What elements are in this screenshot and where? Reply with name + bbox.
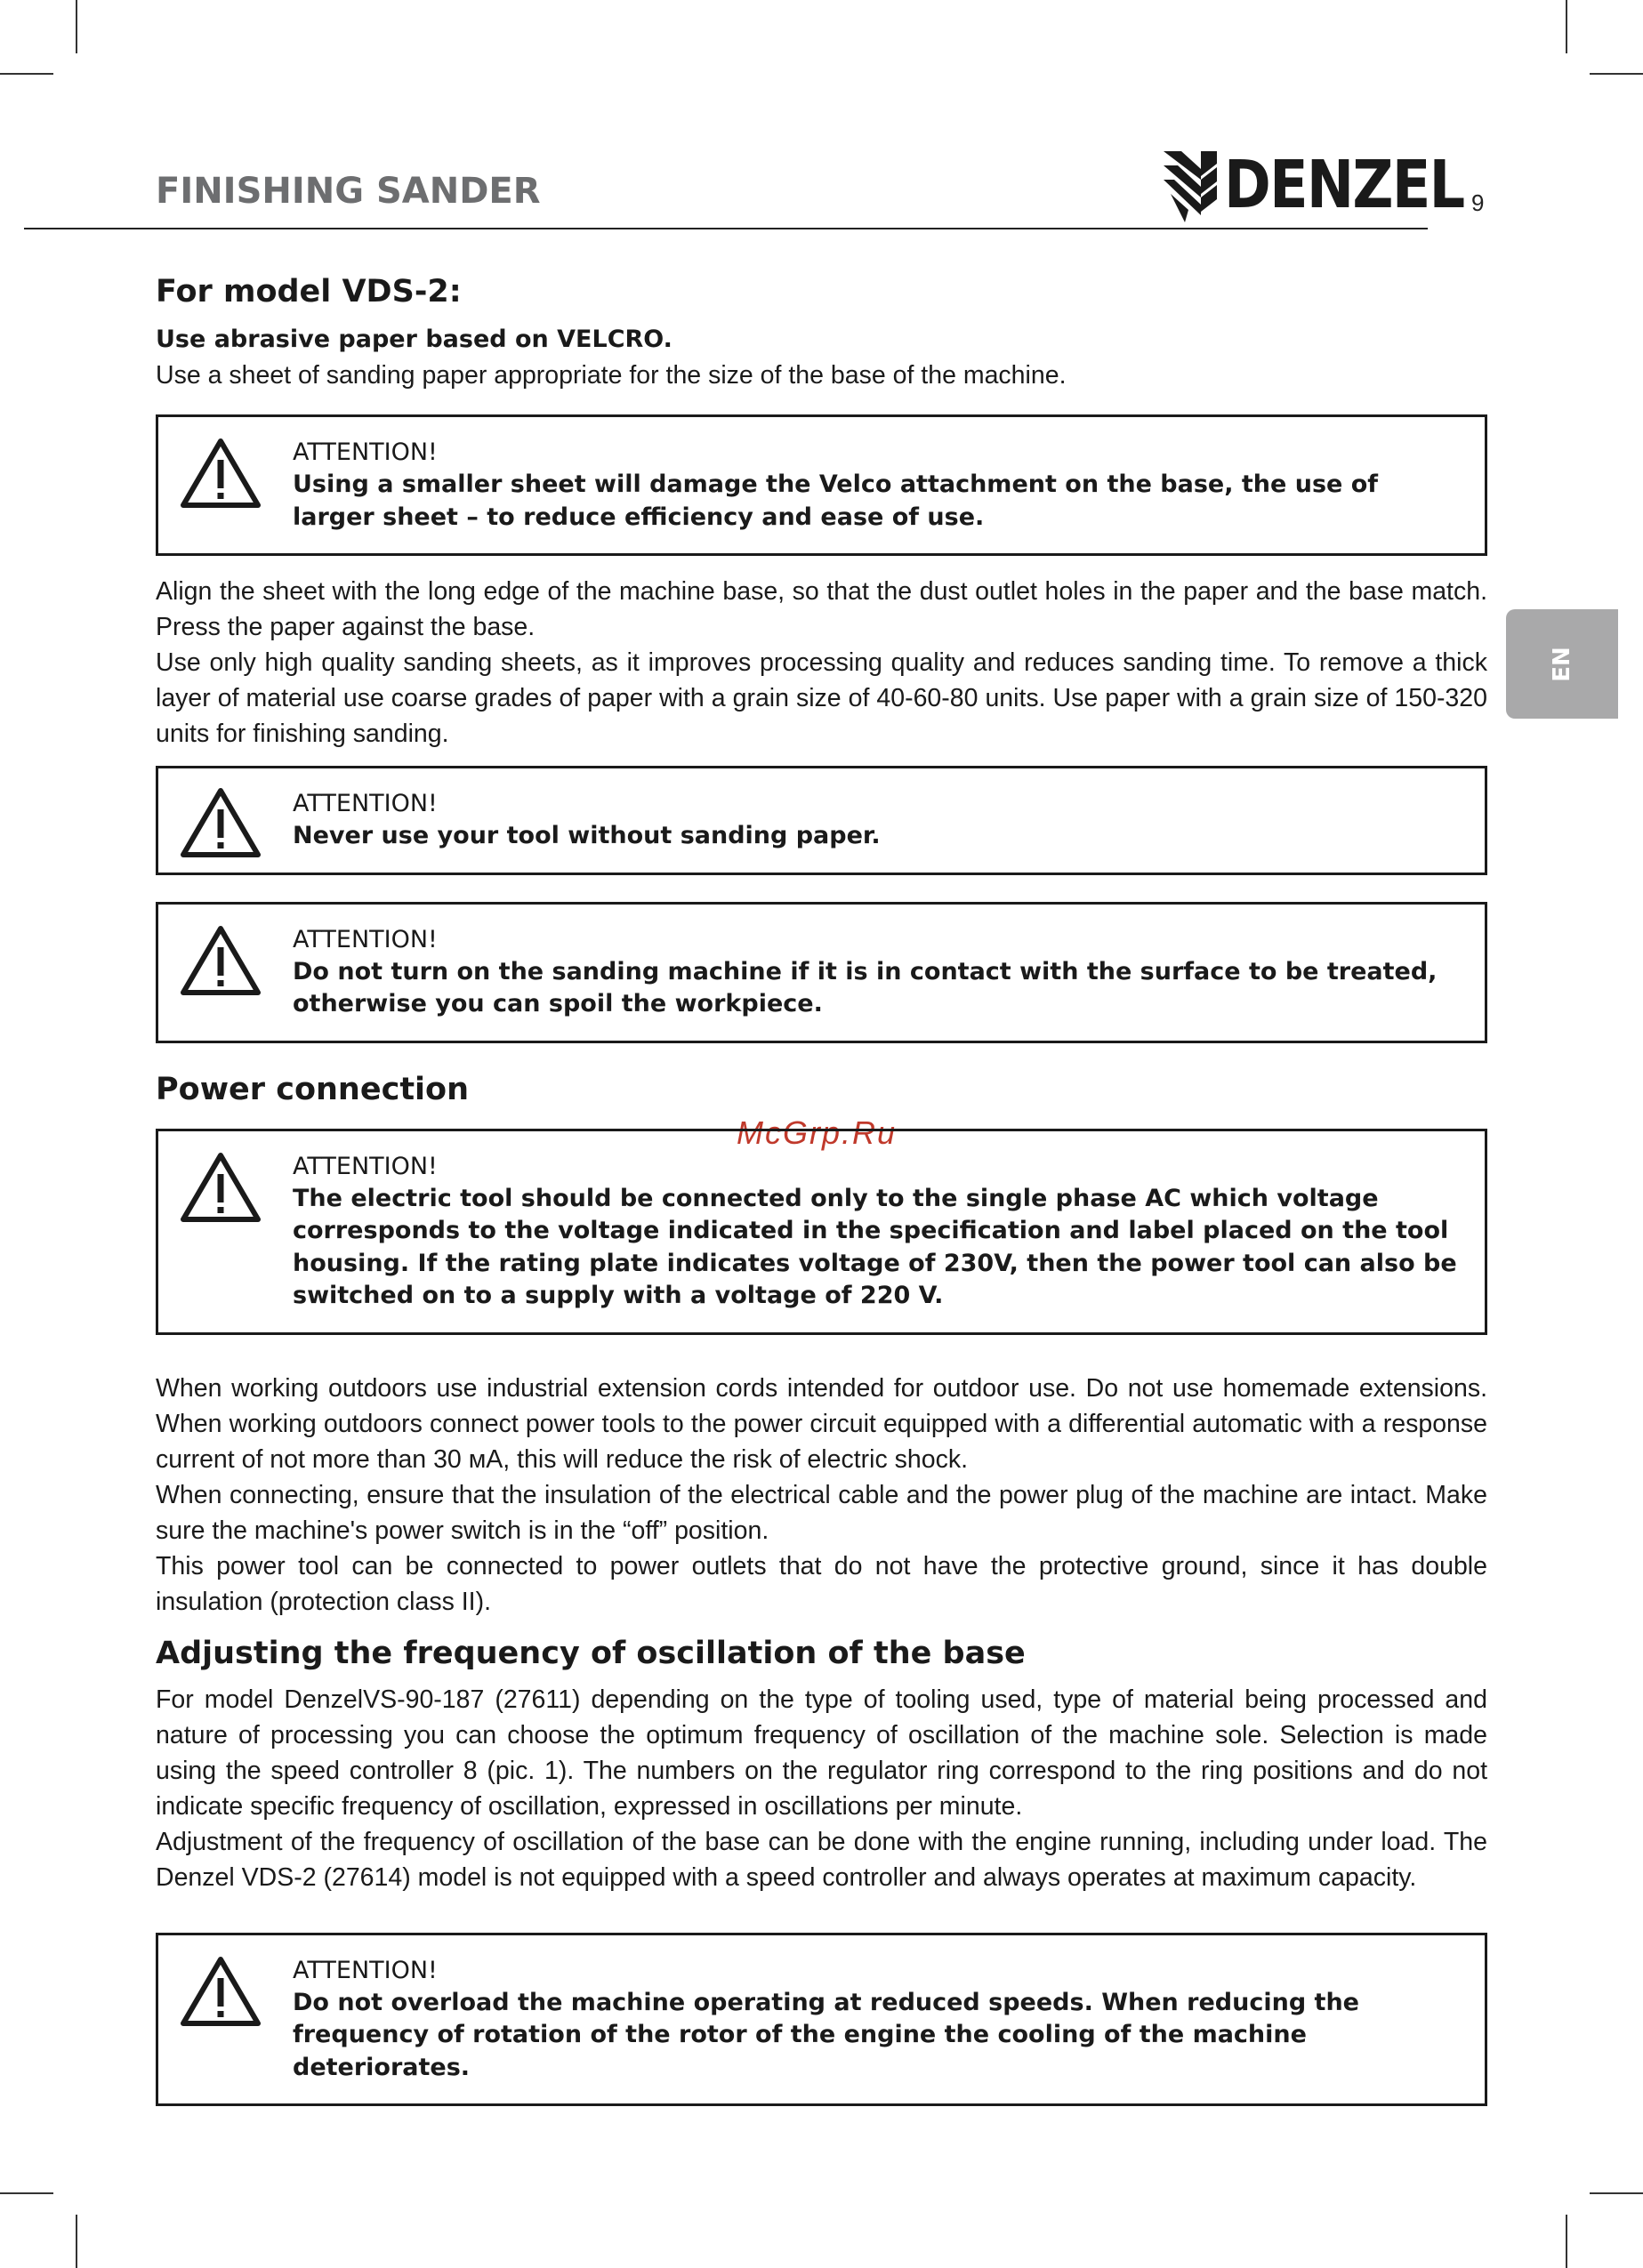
crop-mark xyxy=(0,2192,53,2194)
logo-wordmark: DENZEL xyxy=(1224,147,1464,223)
paragraph-align-sheet: Align the sheet with the long edge of the machine base, so that the dust outlet holes in the paper and the base match. Press the paper against the base. xyxy=(156,577,1487,641)
attention-box xyxy=(156,414,1487,556)
attention-text: Using a smaller sheet will damage the Velco attachment on the base, the use of larger sheet – to reduce efficiency and ease of use. xyxy=(293,470,1379,531)
attention-box xyxy=(156,766,1487,875)
language-tab-label: EN xyxy=(1549,646,1575,682)
paragraph-frequency-model: For model DenzelVS-90-187 (27611) depending on the type of tooling used, type of material being processed and nature of processing you can choose the optimum frequency of oscillation of the machine sole. Selection is made using the speed controller 8 (pic. 1). The numbers on the regulator ring correspond to the ring positions and do not indicate specific frequency of oscillation, expressed in oscillations per minute. xyxy=(156,1685,1487,1821)
attention-text: Never use your tool without sanding paper. xyxy=(293,822,881,849)
header-divider xyxy=(24,228,1428,229)
attention-title: ATTENTION! xyxy=(293,925,438,953)
language-tab xyxy=(1506,609,1618,719)
paragraph-outdoors: When working outdoors use industrial extension cords intended for outdoor use. Do not use homemade extensions. When working outdoors connect power tools to the power circuit equipped with a differential automatic with a response current of not more than 30 мА, this will reduce the risk of electric shock. xyxy=(156,1373,1487,1474)
page-content xyxy=(156,267,1487,2106)
paragraph-connecting: When connecting, ensure that the insulation of the electrical cable and the power plug of the machine are intact. Make sure the machine's power switch is in the “off” position. xyxy=(156,1480,1487,1545)
paragraph-frequency-adjust: Adjustment of the frequency of oscillation of the base can be done with the engine running, including under load. The Denzel VDS-2 (27614) model is not equipped with a speed controller and always operates at maximum capacity. xyxy=(156,1827,1487,1892)
crop-mark xyxy=(1566,2215,1567,2268)
heading-frequency: Adjusting the frequency of oscillation of the base xyxy=(156,1635,1026,1671)
warning-triangle-icon xyxy=(180,786,262,859)
velcro-note: Use abrasive paper based on VELCRO. xyxy=(156,326,673,353)
paragraph-paper-quality: Use only high quality sanding sheets, as it improves processing quality and reduces sanding time. To remove a thick layer of material use coarse grades of paper with a grain size of 40-60-80 units. Use paper with a grain size of 150-320 units for finishing sanding. xyxy=(156,648,1487,748)
heading-power-connection: Power connection xyxy=(156,1071,470,1107)
crop-mark xyxy=(76,2215,77,2268)
warning-triangle-icon xyxy=(180,1955,262,2028)
attention-box xyxy=(156,1129,1487,1335)
crop-mark xyxy=(1590,2192,1643,2194)
attention-text: The electric tool should be connected only to the single phase AC which voltage corresponds to the voltage indicated in the specification and label placed on the tool housing. If the rating plate indicates voltage of 230V, then the power tool can also be switched on to a supply with a voltage of 220 V. xyxy=(293,1184,1457,1309)
attention-title: ATTENTION! xyxy=(293,438,438,466)
attention-title: ATTENTION! xyxy=(293,1956,438,1984)
crop-mark xyxy=(1590,73,1643,75)
attention-box xyxy=(156,1933,1487,2107)
watermark: McGrp.Ru xyxy=(737,1114,898,1151)
page-header-title: FINISHING SANDER xyxy=(156,171,541,212)
crop-mark xyxy=(0,73,53,75)
page-number: 9 xyxy=(1471,189,1485,216)
paragraph-sheet-size: Use a sheet of sanding paper appropriate for the size of the base of the machine. xyxy=(156,361,1067,390)
crop-mark xyxy=(76,0,77,53)
attention-title: ATTENTION! xyxy=(293,790,438,817)
paragraph-double-insulation: This power tool can be connected to power outlets that do not have the protective ground, since it has double insulation (protection class II). xyxy=(156,1551,1487,1616)
attention-text: Do not turn on the sanding machine if it is in contact with the surface to be treated, otherwise you can spoil the workpiece. xyxy=(293,957,1438,1017)
attention-title: ATTENTION! xyxy=(293,1152,438,1180)
warning-triangle-icon xyxy=(180,924,262,997)
heading-model-vds2: For model VDS-2: xyxy=(156,274,462,310)
attention-box xyxy=(156,902,1487,1043)
attention-text: Do not overload the machine operating at reduced speeds. When reducing the frequency of rotation of the rotor of the engine the cooling of the machine deteriorates. xyxy=(293,1988,1359,2081)
warning-triangle-icon xyxy=(180,437,262,510)
crop-mark xyxy=(1566,0,1567,53)
warning-triangle-icon xyxy=(180,1151,262,1224)
